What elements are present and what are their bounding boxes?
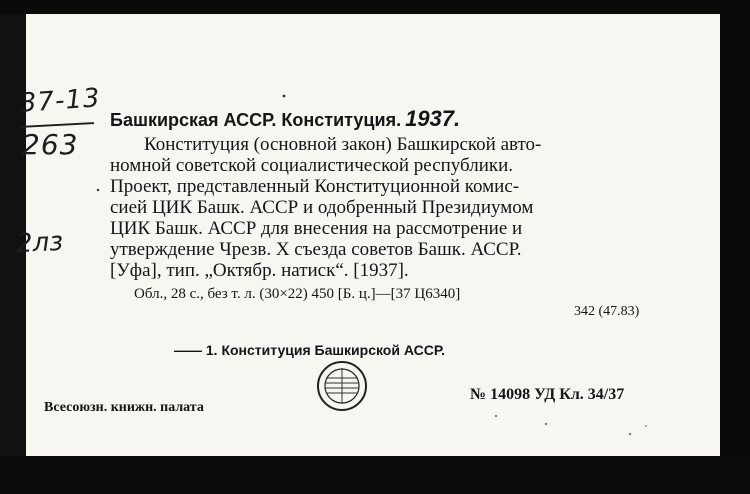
description-text: [110, 134, 670, 281]
shelfmark-bottom: 263: [22, 128, 79, 161]
description-line: Конституция (основной закон) Башкирской авто-: [144, 134, 542, 155]
scan-border-bottom: [0, 456, 750, 494]
description-line: ЦИК Башк. АССР для внесения на рассмотрение и: [110, 218, 523, 239]
heading-year: 1937.: [405, 106, 461, 131]
chamber-imprint: Всесоюзн. книжн. палата: [44, 400, 204, 415]
catalog-number: 342 (47.83): [574, 304, 640, 319]
subject-heading: —— 1. Конституция Башкирской АССР.: [174, 342, 445, 358]
shelfmark-top: 37-13: [19, 83, 102, 119]
description-line: сией ЦИК Башк. АССР и одобренный Президиумом: [110, 197, 534, 218]
description-line: [Уфа], тип. „Октябр. натиск“. [1937].: [110, 260, 409, 281]
heading-title: Башкирская АССР. Конституция.: [110, 110, 402, 130]
description-line: номной советской социалистической республики.: [110, 155, 514, 176]
imprint-line: Обл., 28 с., без т. л. (30×22) 450 [Б. ц.]—[37 Ц6340]: [134, 286, 461, 302]
description-line: Проект, представленный Конституционной комис-: [110, 176, 520, 197]
library-stamp-icon: [314, 358, 370, 414]
catalog-card: [15, 14, 720, 458]
card-heading: [110, 106, 460, 132]
card-identifier: № 14098 УД Кл. 34/37: [470, 386, 625, 403]
description-line: утверждение Чрезв. X съезда советов Башк. АССР.: [110, 239, 522, 260]
handwritten-note: 2лз: [15, 226, 64, 260]
